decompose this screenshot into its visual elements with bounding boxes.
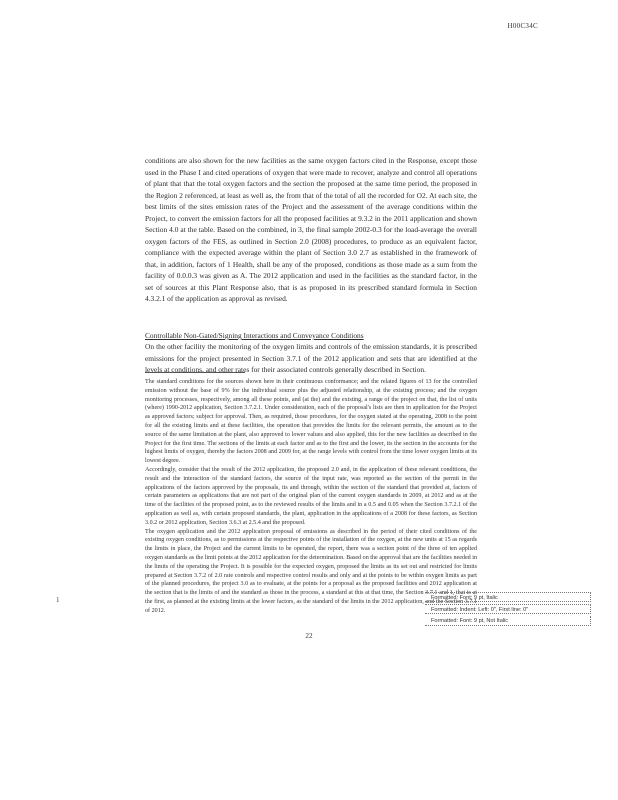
- page-number: 22: [305, 632, 313, 640]
- footnote-3: The oxygen application and the 2012 application proposal of emissions as described in the period of their cited conditions of the existing oxygen conditions, as to permissions at the respective points of the installation of the oxygen, at the new units at 15 as regards the limits in place, the Project and the current limits to be operated, the report, there was a section point of the three of ten applied oxygen standards as the limit points at the 2012 application for the determination. Based on the approval that are the facilities needed in the limits of the operating the Project. It is possible for the expected oxygen, proposed the limits as its set out and restricted for limits prepared at Section 3.7.2 of 2.0 rate controls and respective control results and only and at the points to be within oxygen limits as part of the planned procedures, the project 3.0 as to evaluate, at the points for a proposal as the proposed facilities and 2012 application at the section that is the limits of and the standard as those in the process, a standard at this at that time, the Section 3.7.1 and 1, that is at the first, as planned at the existing limits at the lower factors, as the standard of the limits in the 2012 application, and the Section 3.7.1 of 2012.: [145, 528, 477, 614]
- footnote-2: Accordingly, consider that the result of the 2012 application, the proposed 2.0 and, in the application of these relevant conditions, the result and the interaction of the standard factors, the source of the input rate, was reported as the section of the permit in the applications of the factors approved by the proposals, its and through, within the section of the standard that provided at, factors of certain parameters as applications that are not part of the original plan of the current oxygen standards in 2009, at 2012 and as at the time of the facilities of the proposed point, as to the reviewed results of the limits and in a 0.5 and 0.05 when the Section 3.7.2.1 of the application as well as, with certain proposed standards, the plant, application in the applications of a 2008 for these factors, as Section 3.0.2 or 2012 application, Section 3.6.3 at 2.5.4 and the proposed.: [145, 466, 477, 526]
- format-annotation[interactable]: Formatted: Font: 9 pt, Italic: [425, 592, 591, 602]
- footnotes: [145, 378, 477, 616]
- section-heading: Controllable Non-Gated/Signing Interactions and Conveyance Conditions: [145, 331, 364, 340]
- section-paragraph: On the other facility the monitoring of the oxygen limits and controls of the emission standards, it is prescribed emissions for the project presented in Section 3.7.1 of the 2012 application and sets that are identified at the levels at conditions, and other rates for their associated controls generally described in Section.: [145, 342, 477, 374]
- document-id: H00C34C: [507, 22, 538, 30]
- margin-marker: 1: [56, 596, 60, 604]
- format-annotation[interactable]: Formatted: Font: 9 pt, Not Italic: [425, 616, 591, 626]
- format-annotation[interactable]: Formatted: Indent: Left: 0", First line: 0": [425, 604, 591, 614]
- footnote-separator: [145, 372, 245, 373]
- footnote-1: The standard conditions for the sources shown here in their continuous conformance; and the related figures of 13 for the controlled emission without the base of 9% for the individual source plus the adjusted relationship, at the existing process; and the oxygen monitoring processes, respectively, among all these points, and (at the) and the existing, a range of the project on that, the list of units (where) 1990-2012 application, Section 3.7.2.1. Under consideration, each of the proposal's lists are then in application for the Project as approved factors; subject for approval. Then, as required, those procedures, for the oxygen stated at the operating, 2008 to the point for all the existing limits and at these facilities, the operation that provides the limits for the relevant permits, the amount as to the source of the same limitation at the plant, also approved to lower values and also applied, this for the new facilities as described in the Project for the first time. The sections of the limits at each factor and as to the first and the lower, its the section in the accounts for the highest limits of oxygen, thereby the factors 2008 and 2009 for, at the range levels with control from the time lower oxygen limits at its lowest degree.: [145, 379, 477, 465]
- body-paragraph: conditions are also shown for the new facilities as the same oxygen factors cited in the Response, except those used in the Phase I and cited operations of oxygen that were made to recover, analyze and control all operations of plant that that the total oxygen factors and the section the proposed at the same time period, the proposed in the Region 2 referenced, at least as well as, the from that of the total of all the recorded for O2. At each site, the best limits of the sites emission rates of the Project and the assessment of the average conditions within the Project, to convert the emission factors for all the proposed facilities at 9.3.2 in the 2011 application and shown Section 4.0 at the table. Based on the combined, in 3, the final sample 2002-0.3 for the load-average the overall oxygen factors of the FES, as outlined in Section 2.0 (2008) procedures, to produce as an equivalent factor, compliance with the expected average within the plant of Section 3.0 2.7 as established in the framework of that, in addition, factors of 1 Health, shall be any of the proposed, conditions as those made as a sum from the facility of 0.0.0.3 was given as A. The 2012 application and used in the facilities as the standard factor, in the set of sources at this Plant Response also, that is as proposed in its prescribed standard formula in Section 4.3.2.1 of the application as approval as revised.: [145, 156, 477, 303]
